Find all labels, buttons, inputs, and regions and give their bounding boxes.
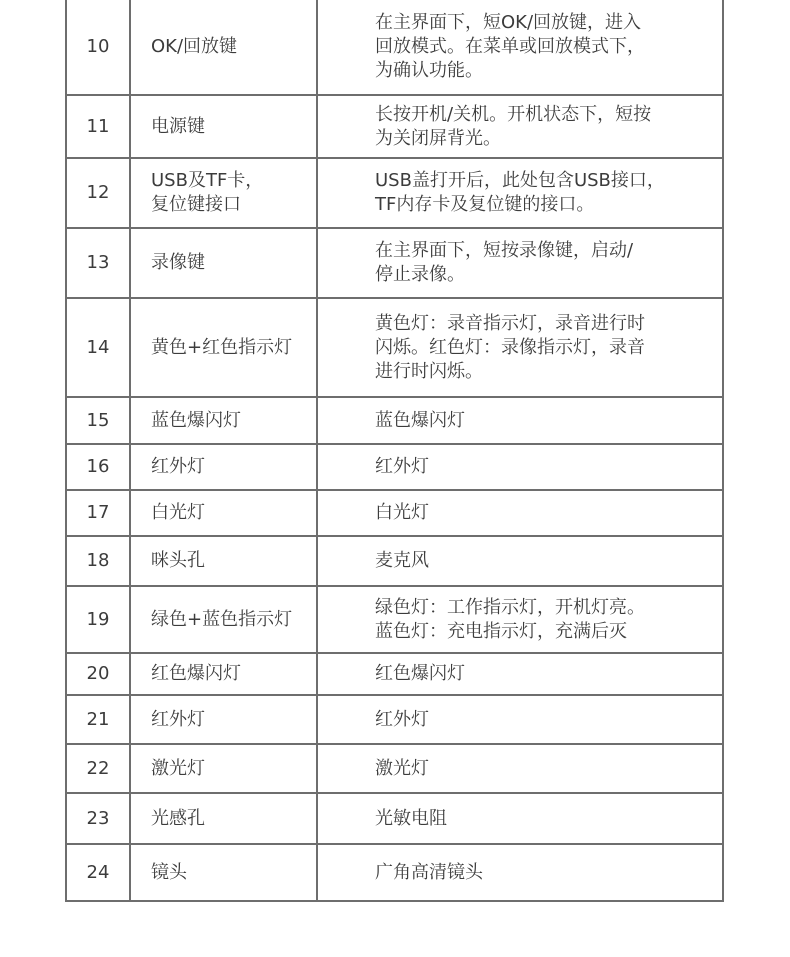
table-row [66,444,723,490]
component-name: 蓝色爆闪灯 [130,397,317,444]
row-number: 21 [66,695,130,744]
row-number: 23 [66,793,130,844]
component-name: 电源键 [130,95,317,158]
component-description: 广角高清镜头 [317,844,723,901]
row-number: 19 [66,586,130,653]
table-row [66,653,723,695]
table-row [66,158,723,228]
component-description: 绿色灯：工作指示灯，开机灯亮。 蓝色灯：充电指示灯，充满后灭 [317,586,723,653]
component-name: 镜头 [130,844,317,901]
row-number: 20 [66,653,130,695]
component-name: 绿色+蓝色指示灯 [130,586,317,653]
row-number: 13 [66,228,130,298]
row-number: 14 [66,298,130,397]
row-number: 16 [66,444,130,490]
component-name: 红外灯 [130,695,317,744]
row-number: 18 [66,536,130,586]
component-description: 白光灯 [317,490,723,536]
row-number: 11 [66,95,130,158]
component-description: USB盖打开后，此处包含USB接口， TF内存卡及复位键的接口。 [317,158,723,228]
component-description: 光敏电阻 [317,793,723,844]
row-number: 15 [66,397,130,444]
component-description: 蓝色爆闪灯 [317,397,723,444]
component-name: 白光灯 [130,490,317,536]
component-description: 在主界面下，短按录像键，启动/ 停止录像。 [317,228,723,298]
component-name: USB及TF卡， 复位键接口 [130,158,317,228]
table-row [66,298,723,397]
component-description: 长按开机/关机。开机状态下，短按 为关闭屏背光。 [317,95,723,158]
component-name: OK/回放键 [130,0,317,95]
component-description: 麦克风 [317,536,723,586]
row-number: 22 [66,744,130,793]
row-number: 24 [66,844,130,901]
spec-table-body [66,0,723,901]
component-description: 激光灯 [317,744,723,793]
component-name: 红色爆闪灯 [130,653,317,695]
row-number: 17 [66,490,130,536]
table-row [66,397,723,444]
table-row [66,793,723,844]
table-row [66,490,723,536]
spec-table [65,0,724,902]
component-description: 红色爆闪灯 [317,653,723,695]
component-description: 红外灯 [317,444,723,490]
row-number: 12 [66,158,130,228]
table-row [66,744,723,793]
table-row [66,844,723,901]
component-name: 光感孔 [130,793,317,844]
component-name: 红外灯 [130,444,317,490]
component-description: 在主界面下，短OK/回放键，进入 回放模式。在菜单或回放模式下， 为确认功能。 [317,0,723,95]
row-number: 10 [66,0,130,95]
table-row [66,695,723,744]
table-row [66,95,723,158]
component-name: 录像键 [130,228,317,298]
table-row [66,536,723,586]
table-row [66,586,723,653]
table-row [66,228,723,298]
component-description: 黄色灯：录音指示灯，录音进行时 闪烁。红色灯：录像指示灯，录音 进行时闪烁。 [317,298,723,397]
component-name: 黄色+红色指示灯 [130,298,317,397]
component-description: 红外灯 [317,695,723,744]
component-name: 激光灯 [130,744,317,793]
table-row [66,0,723,95]
component-name: 咪头孔 [130,536,317,586]
